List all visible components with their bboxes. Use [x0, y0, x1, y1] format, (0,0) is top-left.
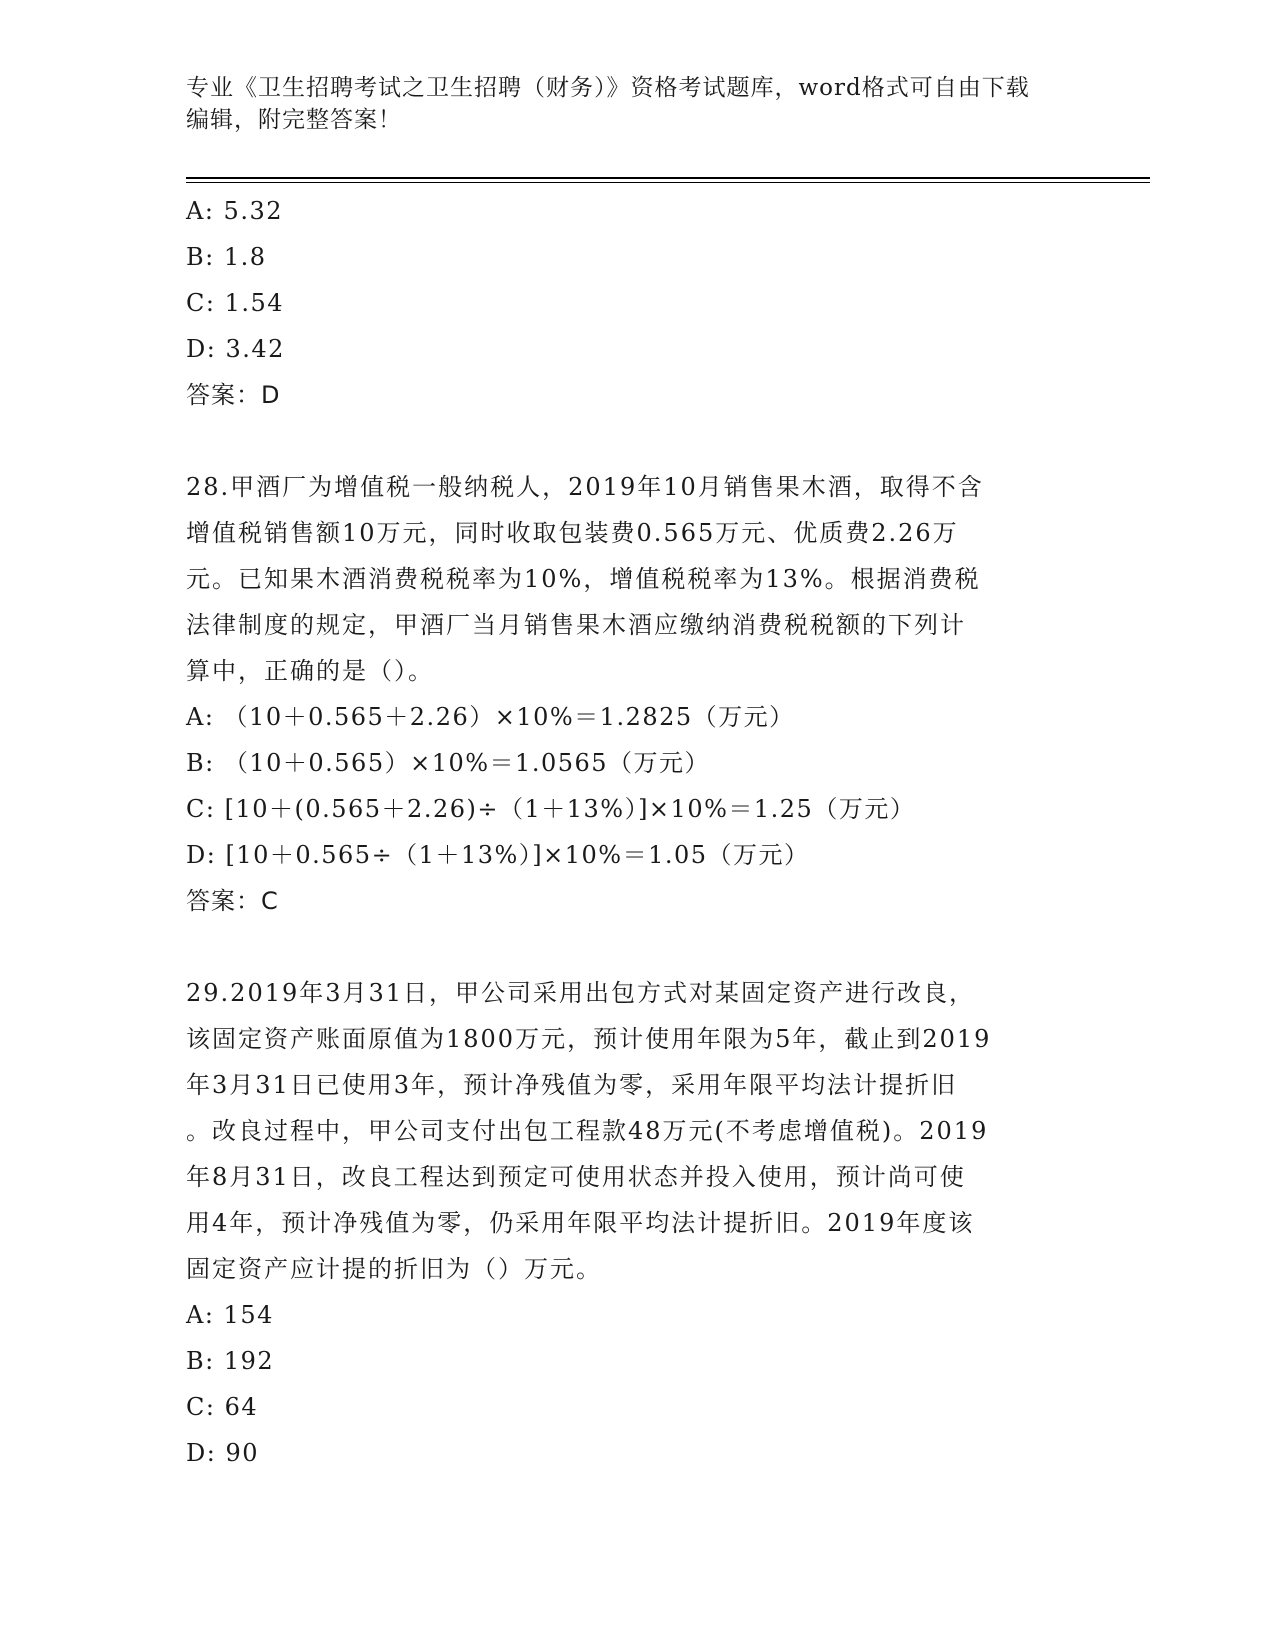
option-c: C: [10＋(0.565＋2.26)÷（1＋13%）]×10%＝1.25（万元） [186, 795, 916, 823]
header-divider-thick [186, 177, 1150, 179]
option-d: D: [10＋0.565÷（1＋13%）]×10%＝1.05（万元） [186, 841, 810, 869]
stem-line: 元。已知果木酒消费税税率为10%，增值税税率为13%。根据消费税 [186, 565, 981, 593]
question-stem [186, 464, 1086, 694]
option-c: C: 64 [186, 1393, 259, 1421]
option-b: B: 192 [186, 1347, 275, 1375]
question-29 [186, 970, 1086, 1476]
question-content [186, 188, 1086, 1476]
option-a: A: （10＋0.565＋2.26）×10%＝1.2825（万元） [186, 703, 795, 731]
stem-line: 法律制度的规定，甲酒厂当月销售果木酒应缴纳消费税税额的下列计 [186, 611, 966, 639]
stem-line: 该固定资产账面原值为1800万元，预计使用年限为5年，截止到2019 [186, 1025, 992, 1053]
page-header [186, 72, 1086, 136]
option-d: D: 90 [186, 1439, 259, 1467]
answer-label: 答案：C [186, 887, 279, 915]
question-28 [186, 464, 1086, 924]
option-a: A: 5.32 [186, 197, 283, 225]
option-c: C: 1.54 [186, 289, 285, 317]
stem-line: 用4年，预计净残值为零，仍采用年限平均法计提折旧。2019年度该 [186, 1209, 975, 1237]
stem-line: 29.2019年3月31日，甲公司采用出包方式对某固定资产进行改良， [186, 979, 976, 1007]
option-b: B: 1.8 [186, 243, 267, 271]
stem-line: 算中，正确的是（）。 [186, 657, 434, 685]
option-a: A: 154 [186, 1301, 274, 1329]
option-b: B: （10＋0.565）×10%＝1.0565（万元） [186, 749, 711, 777]
stem-line: 。改良过程中，甲公司支付出包工程款48万元(不考虑增值税)。2019 [186, 1117, 989, 1145]
answer-label: 答案：D [186, 381, 281, 409]
stem-line: 28.甲酒厂为增值税一般纳税人，2019年10月销售果木酒，取得不含 [186, 473, 984, 501]
stem-line: 年3月31日已使用3年，预计净残值为零，采用年限平均法计提折旧 [186, 1071, 958, 1099]
header-line-2: 编辑，附完整答案！ [186, 107, 402, 133]
header-divider-thin [186, 182, 1150, 183]
stem-line: 固定资产应计提的折旧为（）万元。 [186, 1255, 602, 1283]
question-stem [186, 970, 1086, 1292]
question-27-tail [186, 188, 1086, 418]
header-line-1: 专业《卫生招聘考试之卫生招聘（财务）》资格考试题库，word格式可自由下载 [186, 75, 1030, 101]
stem-line: 年8月31日，改良工程达到预定可使用状态并投入使用，预计尚可使 [186, 1163, 966, 1191]
stem-line: 增值税销售额10万元，同时收取包装费0.565万元、优质费2.26万 [186, 519, 959, 547]
option-d: D: 3.42 [186, 335, 285, 363]
